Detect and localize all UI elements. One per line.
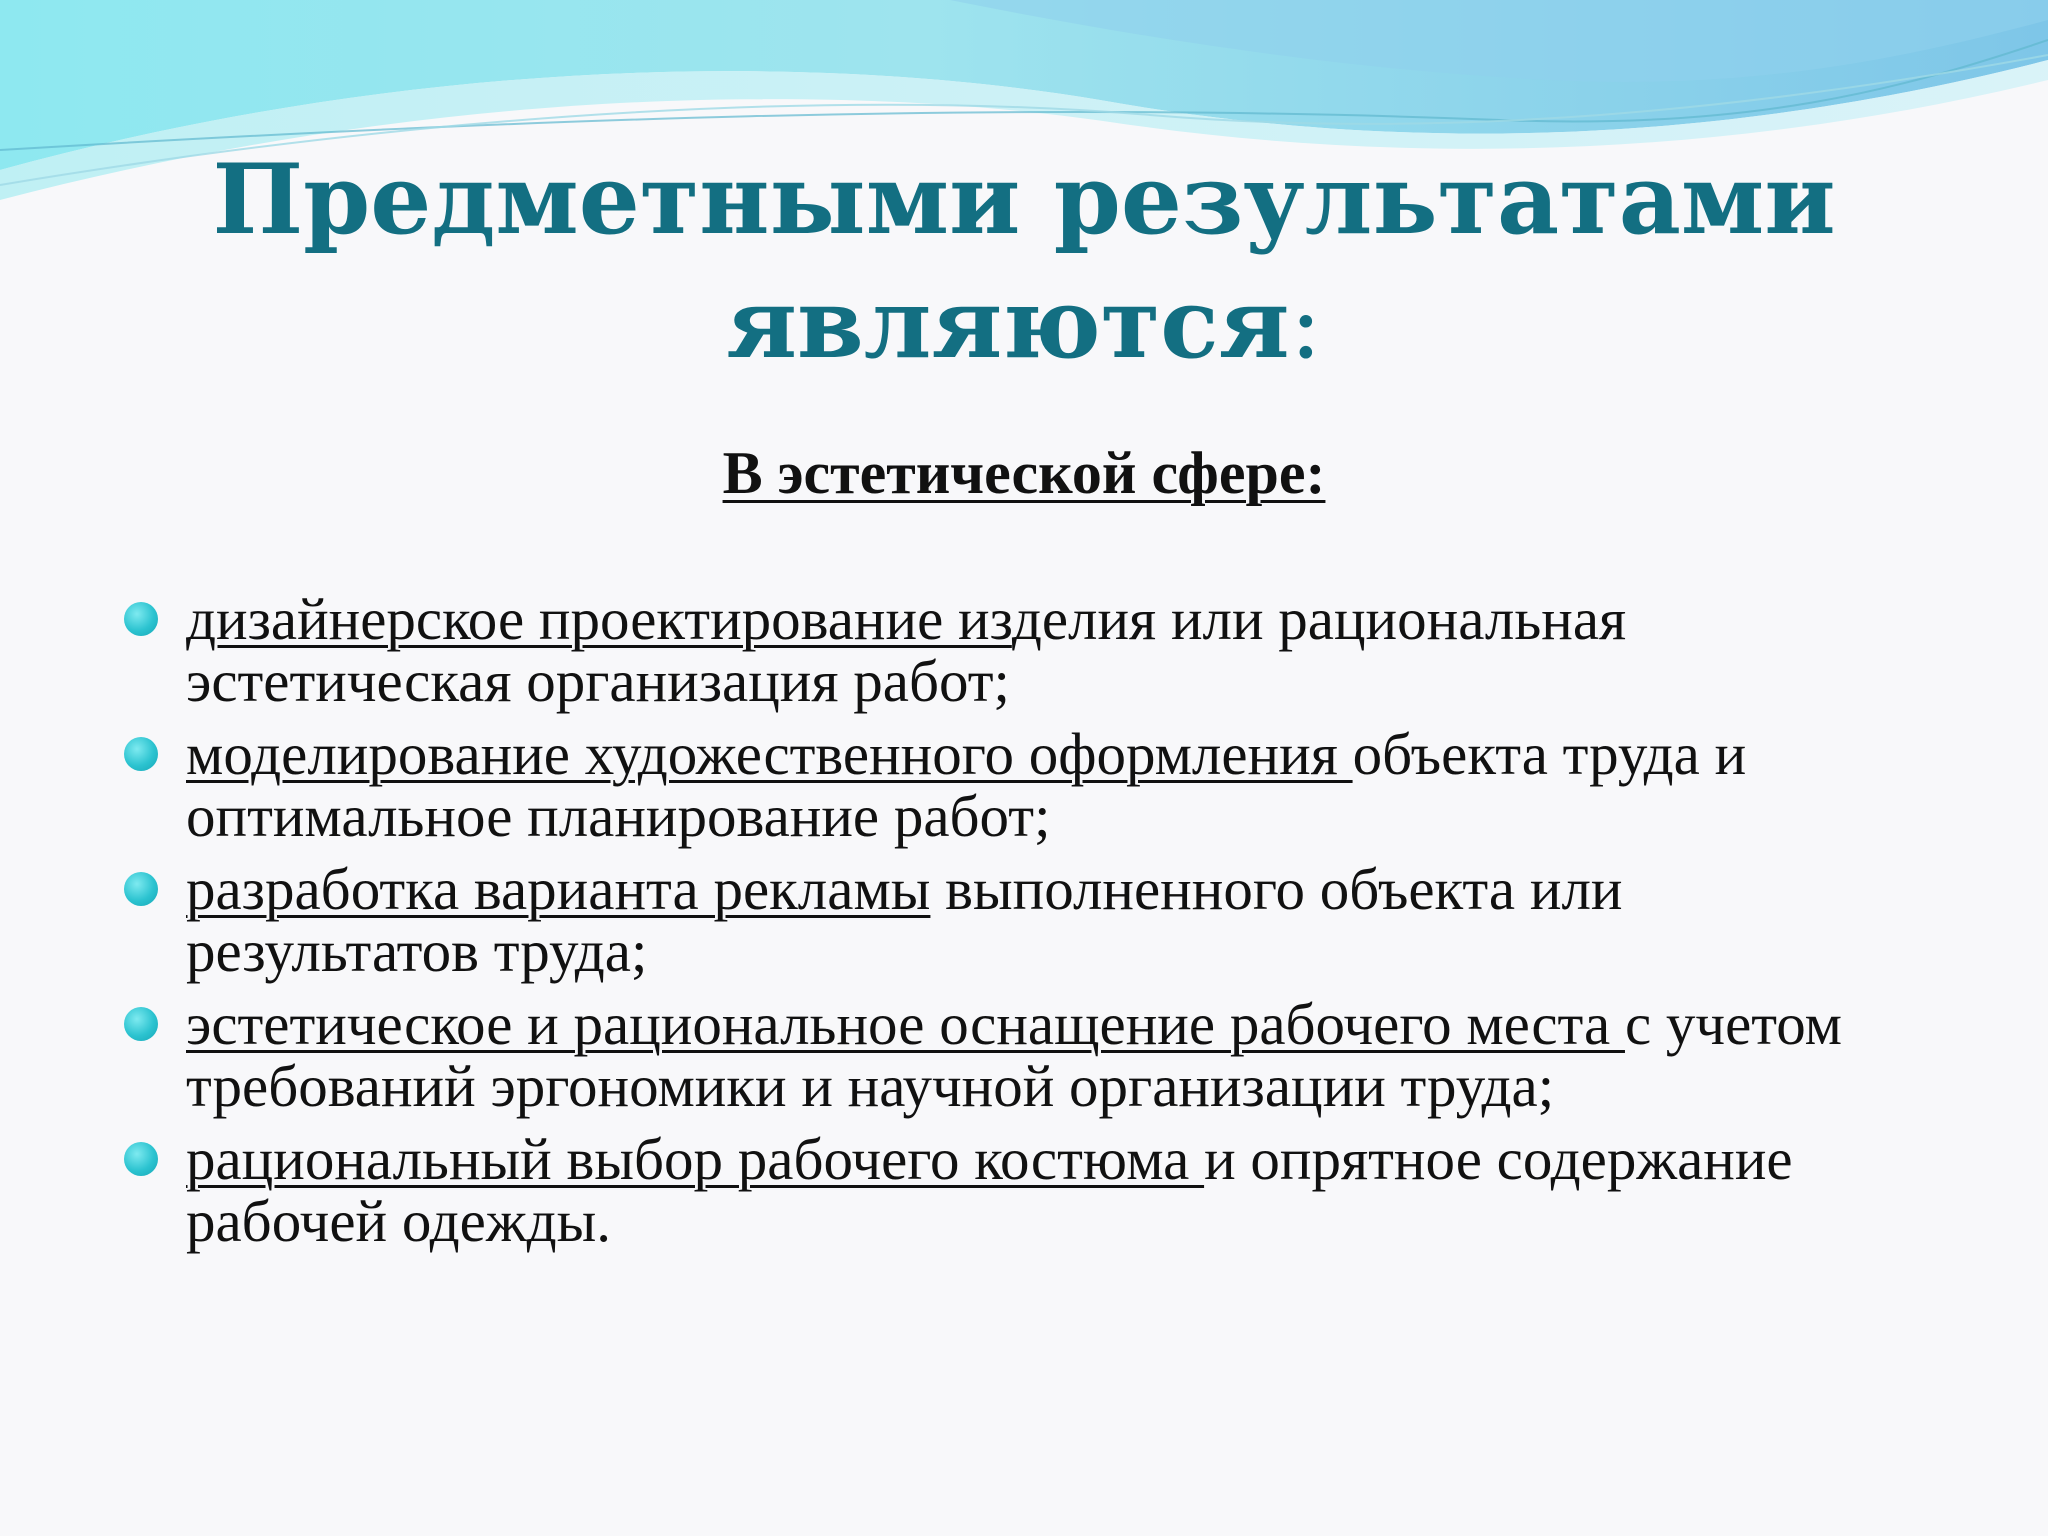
list-item [124,1128,1884,1252]
section-subtitle [0,440,2048,506]
list-item [124,858,1884,982]
bullet-icon [124,737,158,771]
list-item [124,588,1884,712]
item-underlined-text: эстетическое и рациональное оснащение рабочего места [186,991,1625,1057]
item-underlined-text: моделирование художественного оформления [186,721,1353,787]
item-underlined-text: дизайнерское проектирование из [186,586,1012,652]
results-list [124,588,1884,1263]
subtitle-text: В эстетической сфере: [722,440,1326,506]
bullet-icon [124,872,158,906]
item-text: выполненного объекта или результатов труда; [186,856,1623,984]
title-line-1: Предметными результатами [212,143,1836,256]
item-text: и опрятное содержание рабочей одежды. [186,1126,1793,1254]
bullet-icon [124,602,158,636]
item-text: с учетом требований эргономики и научной организации труда; [186,991,1842,1119]
list-item [124,723,1884,847]
title-colon: : [1289,268,1322,380]
item-underlined-text: рациональный выбор рабочего костюма [186,1126,1205,1192]
item-text: делия или рациональная эстетическая организация работ; [186,586,1627,714]
slide-title [0,138,2048,386]
item-text: объекта труда и оптимальное планирование работ; [186,721,1747,849]
title-line-2 [0,262,2048,386]
item-underlined-text: разработка варианта рекламы [186,856,931,922]
list-item [124,993,1884,1117]
bullet-icon [124,1142,158,1176]
title-line-2-text: являются [726,267,1290,380]
bullet-icon [124,1007,158,1041]
